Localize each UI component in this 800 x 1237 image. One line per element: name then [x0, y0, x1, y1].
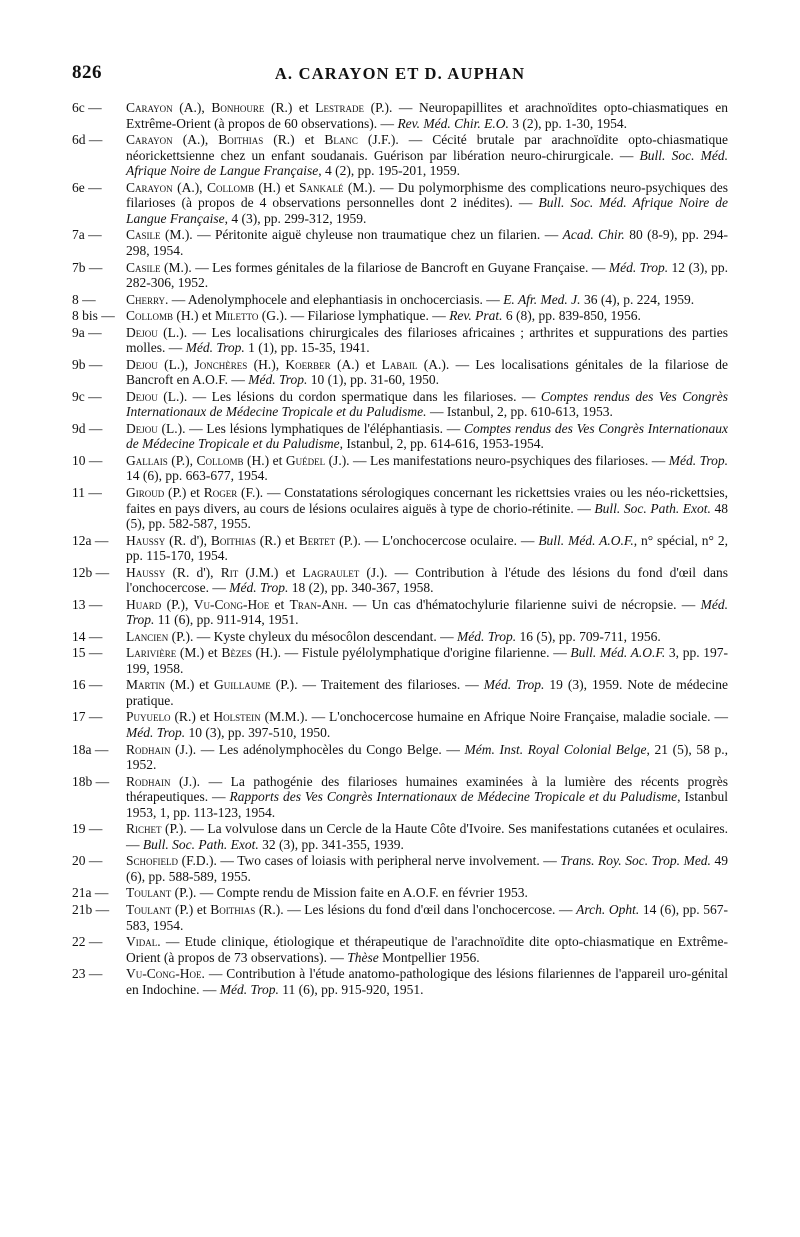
running-title: A. CARAYON ET D. AUPHAN — [274, 64, 526, 83]
author-name: Rit — [220, 564, 239, 580]
reference-entry — [72, 389, 728, 420]
reference-text — [126, 357, 728, 388]
author-name: Haussy — [126, 532, 166, 548]
reference-text — [126, 597, 728, 628]
reference-segment: (R.). — Les lésions du fond d'œil dans l'onchocercose. — — [255, 901, 577, 917]
reference-segment: . — Un cas d'hématochylurie filarienne suivi de nécropsie. — — [344, 596, 701, 612]
author-name: Gallais — [126, 452, 168, 468]
reference-number: 16 — — [72, 677, 103, 693]
reference-number: 18b — — [72, 773, 110, 789]
reference-segment: (H.) et — [253, 179, 299, 195]
reference-entry — [72, 709, 728, 740]
reference-text — [126, 100, 728, 131]
reference-segment: (G.). — Filariose lymphatique. — — [258, 308, 450, 324]
reference-text — [126, 709, 728, 740]
reference-segment: , 21 (5), 58 p., 1952. — [126, 741, 728, 773]
reference-number: 9d — — [72, 420, 103, 436]
reference-entry — [72, 934, 728, 965]
reference-segment: (H.), — [247, 356, 286, 372]
author-name: Lagraulet — [302, 564, 360, 580]
reference-text — [126, 565, 728, 596]
reference-text — [126, 853, 728, 884]
author-name: Boithias — [218, 132, 264, 148]
page-number: 826 — [72, 62, 102, 83]
reference-text — [126, 260, 728, 291]
reference-segment: (A.). — Les localisations génitales de la filariose de Bancroft en A.O.F. — — [126, 356, 728, 388]
reference-text — [126, 533, 728, 564]
reference-segment: (L.). — Les lésions du cordon spermatique dans les filarioses. — — [157, 388, 541, 404]
reference-text — [126, 421, 728, 452]
reference-segment: (J.F.). — Cécité brutale par arachnoïdite opto-chiasmatique néorickettsienne chez un enfant soudanais. Guérison par libération neuro-chirurgicale. — — [126, 132, 728, 163]
author-name: Dejou — [126, 356, 158, 372]
journal-title: Méd. Trop. — [126, 596, 728, 628]
reference-number: 17 — — [72, 709, 103, 725]
reference-segment: (R. d'), — [165, 564, 221, 580]
reference-segment: 3, pp. 197-199, 1958. — [126, 645, 728, 676]
reference-entry — [72, 292, 728, 308]
author-name: Richet — [126, 821, 162, 837]
reference-text — [126, 132, 728, 179]
reference-entry — [72, 742, 728, 773]
reference-entry — [72, 885, 728, 901]
reference-text — [126, 453, 728, 484]
reference-number: 7b — — [72, 259, 103, 275]
reference-number: 12b — — [72, 564, 110, 580]
author-name: Roger — [203, 484, 238, 500]
reference-segment: (R.) et — [263, 132, 325, 148]
reference-segment: 12 (3), pp. 282-306, 1952. — [126, 259, 728, 291]
reference-entry — [72, 902, 728, 933]
author-name: Casile — [126, 259, 161, 275]
journal-title: E. Afr. Med. J. — [503, 291, 581, 307]
reference-entry — [72, 774, 728, 821]
reference-entry — [72, 100, 728, 131]
reference-text — [126, 934, 728, 965]
reference-segment: . — Etude clinique, étiologique et thérapeutique de l'arachnoïdite dite opto-chiasmatique en Extrême-Orient (à propos de 73 observations). — — [126, 934, 728, 965]
reference-segment: (R.) et — [264, 100, 316, 115]
reference-text — [126, 966, 728, 997]
author-name: Boithias — [210, 901, 256, 917]
reference-segment: 14 (6), pp. 663-677, 1954. — [126, 468, 268, 484]
reference-entry — [72, 821, 728, 852]
author-name: Lestrade — [315, 100, 364, 115]
reference-segment: (M.) et — [164, 677, 215, 693]
author-name: Schofield — [126, 853, 179, 869]
author-name: Collomb — [126, 308, 174, 324]
reference-number: 9c — — [72, 388, 102, 404]
author-name: Toulant — [126, 901, 172, 917]
reference-segment: — Istanbul, 2, pp. 610-613, 1953. — [426, 404, 613, 420]
journal-title: Méd. Trop. — [483, 677, 545, 693]
author-name: Miletto — [215, 308, 259, 324]
journal-title: Comptes rendus des Ves Congrès Internationaux de Médecine Tropicale et du Paludisme. — [126, 388, 728, 420]
reference-segment: (P.). — L'onchocercose oculaire. — — [335, 532, 539, 548]
reference-text — [126, 629, 728, 645]
author-name: Holstein — [213, 709, 261, 725]
reference-number: 6e — — [72, 179, 102, 195]
reference-number: 18a — — [72, 741, 109, 757]
reference-segment: 80 (8-9), pp. 294-298, 1954. — [126, 227, 728, 259]
reference-entry — [72, 677, 728, 708]
reference-segment: (A.), — [172, 100, 212, 115]
reference-number: 15 — — [72, 645, 103, 661]
author-name: Koerber — [285, 356, 331, 372]
journal-title: Méd. Trop. — [456, 628, 517, 644]
reference-segment: (P.). — Compte rendu de Mission faite en A.O.F. en février 1953. — [171, 885, 528, 901]
author-name: Collomb — [206, 179, 254, 195]
reference-entry — [72, 260, 728, 291]
reference-segment: (P.). — La volvulose dans un Cercle de la Haute Côte d'Ivoire. Ses manifestations cutanées et oculaires. — — [126, 821, 728, 852]
reference-segment: Montpellier 1956. — [378, 949, 480, 965]
reference-segment: (P.). — Traitement des filarioses. — — [270, 677, 484, 693]
reference-entry — [72, 597, 728, 628]
author-name: Boithias — [210, 532, 256, 548]
reference-segment: 1 (1), pp. 15-35, 1941. — [244, 340, 370, 356]
reference-segment: 11 (6), pp. 915-920, 1951. — [278, 981, 424, 997]
reference-entry — [72, 421, 728, 452]
reference-number: 20 — — [72, 853, 103, 869]
author-name: Giroud — [126, 484, 165, 500]
reference-entry — [72, 853, 728, 884]
journal-title: Bull. Soc. Méd. Afrique Noire de Langue Française — [126, 147, 728, 179]
reference-text — [126, 885, 728, 901]
reference-segment: 36 (4), p. 224, 1959. — [580, 291, 695, 307]
author-name: Guillaume — [214, 677, 271, 693]
reference-text — [126, 292, 728, 308]
author-name: Rodhain — [126, 773, 171, 789]
author-name: Carayon — [126, 179, 173, 195]
journal-title: Bull. Méd. A.O.F. — [570, 645, 666, 661]
reference-number: 21b — — [72, 901, 110, 917]
reference-segment: 11 (6), pp. 911-914, 1951. — [154, 612, 299, 628]
reference-segment: (A.) et — [330, 356, 382, 372]
reference-text — [126, 485, 728, 532]
reference-number: 13 — — [72, 596, 103, 612]
reference-segment: 48 (5), pp. 582-587, 1955. — [126, 500, 728, 532]
reference-number: 9a — — [72, 324, 102, 340]
journal-title: Trans. Roy. Soc. Trop. Med. — [560, 853, 711, 869]
author-name: Blanc — [324, 132, 358, 148]
reference-segment: 49 (6), pp. 588-589, 1955. — [126, 853, 728, 884]
reference-number: 11 — — [72, 484, 102, 500]
reference-segment: (F.). — Constatations sérologiques concernant les rickettsies vraies ou les néo-rickettsies, faites en pays divers, au cours de lésions oculaires aiguës à type de chorio-rétinite. — — [126, 484, 728, 516]
reference-segment: , n° spécial, n° 2, pp. 115-170, 1954. — [126, 532, 728, 564]
reference-text — [126, 902, 728, 933]
author-name: Casile — [126, 227, 161, 243]
reference-segment: 10 (1), pp. 31-60, 1950. — [307, 372, 440, 388]
journal-title: Thèse — [347, 949, 379, 965]
author-name: Huard — [126, 596, 162, 612]
reference-number: 23 — — [72, 966, 103, 982]
author-name: Carayon — [126, 100, 173, 115]
reference-entry — [72, 453, 728, 484]
reference-segment: (R.) et — [170, 709, 214, 725]
reference-text — [126, 227, 728, 258]
reference-number: 6c — — [72, 100, 102, 115]
reference-entry — [72, 227, 728, 258]
reference-entry — [72, 308, 728, 324]
reference-entry — [72, 565, 728, 596]
reference-number: 22 — — [72, 934, 103, 950]
reference-entry — [72, 485, 728, 532]
journal-title: Méd. Trop. — [219, 981, 279, 997]
reference-segment: , 4 (3), pp. 299-312, 1959. — [224, 210, 367, 226]
journal-title: Méd. Trop. — [668, 452, 728, 468]
author-name: Cherry — [126, 291, 166, 307]
reference-segment: et — [269, 596, 290, 612]
author-name: Rodhain — [126, 741, 171, 757]
author-name: Puyuelo — [126, 709, 171, 725]
reference-segment: 6 (8), pp. 839-850, 1956. — [502, 308, 641, 324]
author-name: Dejou — [126, 388, 158, 404]
reference-segment: 10 (3), pp. 397-510, 1950. — [185, 725, 331, 741]
author-name: Toulant — [126, 885, 172, 901]
reference-segment: 18 (2), pp. 340-367, 1958. — [288, 580, 434, 596]
reference-entry — [72, 325, 728, 356]
reference-segment: (J.). — Contribution à l'étude des lésions du fond d'œil dans l'onchocercose. — — [126, 564, 728, 596]
reference-text — [126, 308, 728, 324]
reference-text — [126, 677, 728, 708]
author-name: Bonhoure — [211, 100, 265, 115]
reference-entry — [72, 357, 728, 388]
reference-segment: , Istanbul 1953, 1, pp. 113-123, 1954. — [126, 789, 728, 820]
reference-entry — [72, 629, 728, 645]
journal-title: Rev. Prat. — [449, 308, 503, 324]
reference-segment: (J.M.) et — [238, 564, 303, 580]
reference-segment: (F.D.). — Two cases of loiasis with peripheral nerve involvement. — — [178, 853, 561, 869]
author-name: Labail — [381, 356, 418, 372]
journal-title: Comptes rendus des Ves Congrès Internationaux de Médecine Tropicale et du Paludisme — [126, 420, 728, 452]
author-name: Martin — [126, 677, 165, 693]
reference-segment: (R. d'), — [165, 532, 211, 548]
journal-title: Rapports des Ves Congrès Internationaux de Médecine Tropicale et du Paludisme — [229, 789, 678, 805]
author-name: Collomb — [196, 452, 244, 468]
author-name: Vu-Cong-Hoe — [193, 596, 270, 612]
reference-segment: (M.M.). — L'onchocercose humaine en Afrique Noire Française, maladie sociale. — — [260, 709, 728, 725]
reference-text — [126, 180, 728, 227]
reference-text — [126, 325, 728, 356]
journal-title: Bull. Soc. Path. Exot. — [594, 500, 711, 516]
reference-number: 19 — — [72, 821, 103, 837]
reference-segment: (P.), — [167, 452, 197, 468]
reference-number: 8 bis — — [72, 308, 115, 324]
reference-segment: 19 (3), 1959. Note de médecine pratique. — [126, 677, 728, 708]
author-name: Vidal — [126, 934, 158, 950]
reference-number: 8 — — [72, 291, 96, 307]
reference-segment: (J.). — La pathogénie des filarioses humaines examinées à la lumière des récents progrès thérapeutiques. — — [126, 773, 728, 805]
reference-segment: (J.). — Les adénolymphocèles du Congo Belge. — — [170, 741, 465, 757]
journal-title: Acad. Chir. — [562, 227, 625, 243]
reference-segment: (H.) et — [173, 308, 215, 324]
reference-number: 7a — — [72, 227, 102, 243]
journal-title: Bull. Soc. Méd. Afrique Noire de Langue Française — [126, 195, 729, 226]
reference-segment: (P.). — Kyste chyleux du mésocôlon descendant. — — [168, 628, 457, 644]
reference-segment: (L.). — Les localisations chirurgicales des filarioses africaines ; arthrites et suppurations des parties molles. — — [126, 324, 728, 356]
reference-text — [126, 821, 728, 852]
author-name: Larivière — [126, 645, 177, 661]
journal-title: Méd. Trop. — [229, 580, 289, 596]
reference-segment: (H.) et — [243, 452, 286, 468]
reference-segment: (L.), — [157, 356, 195, 372]
reference-entry — [72, 132, 728, 179]
reference-segment: , 4 (2), pp. 195-201, 1959. — [318, 163, 460, 179]
reference-segment: 16 (5), pp. 709-711, 1956. — [516, 628, 661, 644]
reference-segment: 14 (6), pp. 567-583, 1954. — [126, 901, 728, 933]
journal-title: Méd. Trop. — [126, 725, 186, 741]
journal-title: Méd. Trop. — [185, 340, 245, 356]
reference-segment: (J.). — Les manifestations neuro-psychiques des filarioses. — — [325, 452, 669, 468]
author-name: Sankalé — [298, 179, 344, 195]
journal-title: Bull. Méd. A.O.F. — [538, 532, 634, 548]
reference-segment: (P.). — Neuropapillites et arachnoïdites opto-chiasmatiques en Extrême-Orient (à propos de 60 observations). — — [126, 100, 728, 131]
journal-title: Méd. Trop. — [248, 372, 308, 388]
author-name: Lancien — [126, 628, 169, 644]
reference-entry — [72, 966, 728, 997]
reference-entry — [72, 180, 728, 227]
reference-segment: (H.). — Fistule pyélolymphatique d'origine filarienne. — — [251, 645, 571, 661]
journal-title: Bull. Soc. Path. Exot. — [142, 836, 259, 852]
reference-segment: (M.). — Péritonite aiguë chyleuse non traumatique chez un filarien. — — [160, 227, 563, 243]
reference-entry — [72, 645, 728, 676]
reference-segment: (R.) et — [255, 532, 299, 548]
reference-segment: (P.) et — [164, 484, 204, 500]
author-name: Bèzes — [221, 645, 252, 661]
reference-text — [126, 742, 728, 773]
reference-number: 14 — — [72, 628, 103, 644]
author-name: Vu-Cong-Hoe — [126, 966, 202, 982]
reference-segment: 3 (2), pp. 1-30, 1954. — [508, 115, 628, 131]
reference-segment: (P.) et — [171, 901, 211, 917]
author-name: Guédel — [285, 452, 326, 468]
reference-entry — [72, 533, 728, 564]
journal-title: Arch. Opht. — [576, 901, 640, 917]
reference-segment: (M.) et — [176, 645, 222, 661]
author-name: Tran-Anh — [289, 596, 345, 612]
author-name: Dejou — [126, 420, 158, 436]
author-name: Haussy — [126, 564, 166, 580]
reference-text — [126, 645, 728, 676]
reference-segment: . — Adenolymphocele and elephantiasis in onchocerciasis. — — [165, 291, 504, 307]
reference-segment: , Istanbul, 2, pp. 614-616, 1953-1954. — [339, 436, 544, 452]
journal-title: Mém. Inst. Royal Colonial Belge — [464, 741, 647, 757]
reference-segment: (M.). — Du polymorphisme des complications neuro-psychiques des filarioses (à propos de 4 observations personnelles dont 2 inédites). — — [126, 179, 728, 211]
reference-number: 10 — — [72, 452, 103, 468]
reference-number: 12a — — [72, 532, 109, 548]
journal-title: Méd. Trop. — [608, 259, 669, 275]
reference-segment: (M.). — Les formes génitales de la filariose de Bancroft en Guyane Française. — — [160, 259, 609, 275]
reference-text — [126, 389, 728, 420]
author-name: Bertet — [298, 532, 336, 548]
author-name: Jonchères — [194, 356, 248, 372]
reference-segment: . — Contribution à l'étude anatomo-pathologique des lésions filariennes de l'appareil uro-génital en Indochine. — — [126, 966, 728, 997]
reference-number: 6d — — [72, 132, 103, 148]
reference-segment: (P.), — [161, 596, 194, 612]
reference-segment: (A.), — [172, 179, 207, 195]
page-header — [72, 62, 728, 90]
reference-list — [72, 100, 728, 998]
reference-segment: 32 (3), pp. 341-355, 1939. — [258, 836, 404, 852]
reference-number: 9b — — [72, 356, 103, 372]
reference-segment: (A.), — [172, 132, 219, 148]
reference-segment: (L.). — Les lésions lymphatiques de l'éléphantiasis. — — [157, 420, 464, 436]
reference-number: 21a — — [72, 885, 109, 901]
author-name: Dejou — [126, 324, 158, 340]
reference-text — [126, 774, 728, 821]
author-name: Carayon — [126, 132, 173, 148]
journal-title: Rev. Méd. Chir. E.O. — [397, 115, 509, 131]
